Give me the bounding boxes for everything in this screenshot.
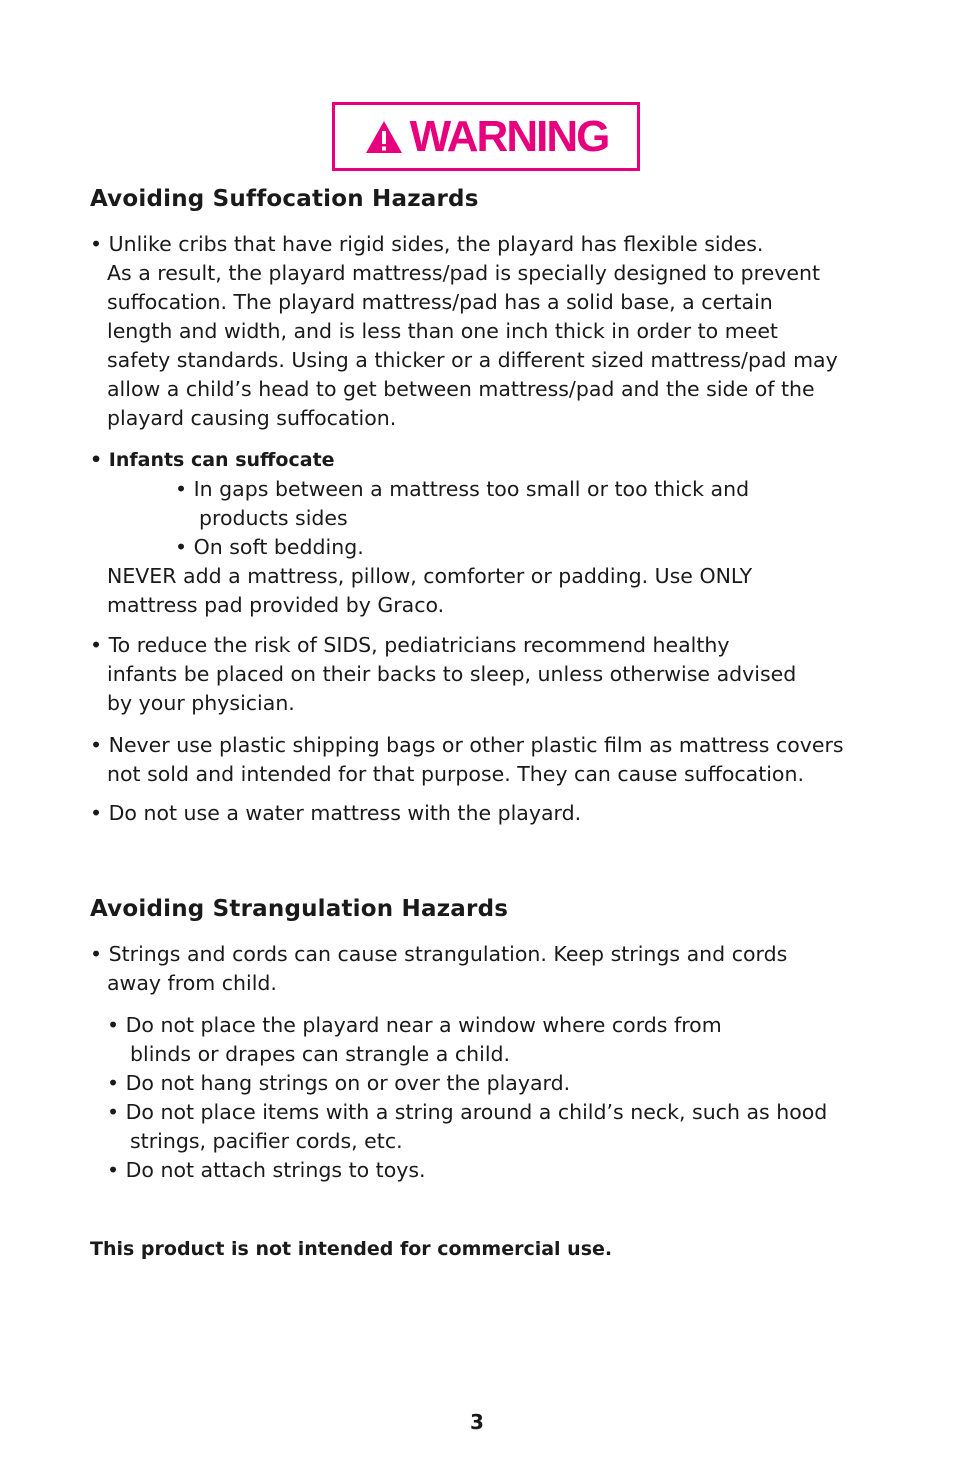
section-heading-strangulation: Avoiding Strangulation Hazards bbox=[90, 896, 509, 922]
text-line: • Do not place items with a string around a child’s neck, such as hood bbox=[107, 1100, 828, 1124]
text-line: allow a child’s head to get between mattress/pad and the side of the bbox=[107, 377, 815, 401]
page-number: 3 bbox=[470, 1410, 484, 1434]
suffocation-bullet-flexible-sides bbox=[90, 230, 838, 433]
text-line: NEVER add a mattress, pillow, comforter or padding. Use ONLY bbox=[107, 564, 753, 588]
text-line: by your physician. bbox=[107, 691, 295, 715]
text-line: mattress pad provided by Graco. bbox=[107, 593, 445, 617]
text-line: • In gaps between a mattress too small or too thick and bbox=[175, 477, 750, 501]
text-line: not sold and intended for that purpose. They can cause suffocation. bbox=[107, 762, 804, 786]
text-line: • On soft bedding. bbox=[175, 535, 364, 559]
text-line: suffocation. The playard mattress/pad has a solid base, a certain bbox=[107, 290, 773, 314]
text-line: • Strings and cords can cause strangulation. Keep strings and cords bbox=[90, 942, 788, 966]
text-line: • Do not use a water mattress with the playard. bbox=[90, 801, 582, 825]
suffocation-bullet-sids bbox=[90, 631, 796, 718]
text-line: products sides bbox=[199, 506, 348, 530]
text-line: infants be placed on their backs to sleep, unless otherwise advised bbox=[107, 662, 797, 686]
text-line: length and width, and is less than one inch thick in order to meet bbox=[107, 319, 778, 343]
strangulation-sub-bullets bbox=[107, 1011, 827, 1185]
text-line: As a result, the playard mattress/pad is specially designed to prevent bbox=[107, 261, 821, 285]
warning-label-box bbox=[332, 102, 640, 171]
text-line: • Do not hang strings on or over the playard. bbox=[107, 1071, 571, 1095]
infants-can-suffocate-title: • Infants can suffocate bbox=[90, 449, 335, 471]
text-line: • Never use plastic shipping bags or other plastic film as mattress covers bbox=[90, 733, 844, 757]
text-line: strings, pacifier cords, etc. bbox=[130, 1129, 403, 1153]
text-line: safety standards. Using a thicker or a different sized mattress/pad may bbox=[107, 348, 838, 372]
text-line: blinds or drapes can strangle a child. bbox=[130, 1042, 511, 1066]
warning-title: WARNING bbox=[409, 111, 609, 161]
suffocation-bullet-infants bbox=[90, 446, 752, 620]
text-line: • Do not attach strings to toys. bbox=[107, 1158, 426, 1182]
warning-triangle-icon bbox=[364, 119, 404, 155]
strangulation-bullet-strings bbox=[90, 940, 787, 998]
section-heading-suffocation: Avoiding Suffocation Hazards bbox=[90, 186, 479, 212]
text-line: • Do not place the playard near a window where cords from bbox=[107, 1013, 722, 1037]
text-line: • To reduce the risk of SIDS, pediatricians recommend healthy bbox=[90, 633, 730, 657]
text-line: playard causing suffocation. bbox=[107, 406, 397, 430]
commercial-use-note: This product is not intended for commercial use. bbox=[90, 1238, 613, 1260]
text-line: • Unlike cribs that have rigid sides, the playard has flexible sides. bbox=[90, 232, 764, 256]
text-line: away from child. bbox=[107, 971, 277, 995]
suffocation-bullet-water-mattress bbox=[90, 799, 581, 828]
suffocation-bullet-plastic bbox=[90, 731, 844, 789]
